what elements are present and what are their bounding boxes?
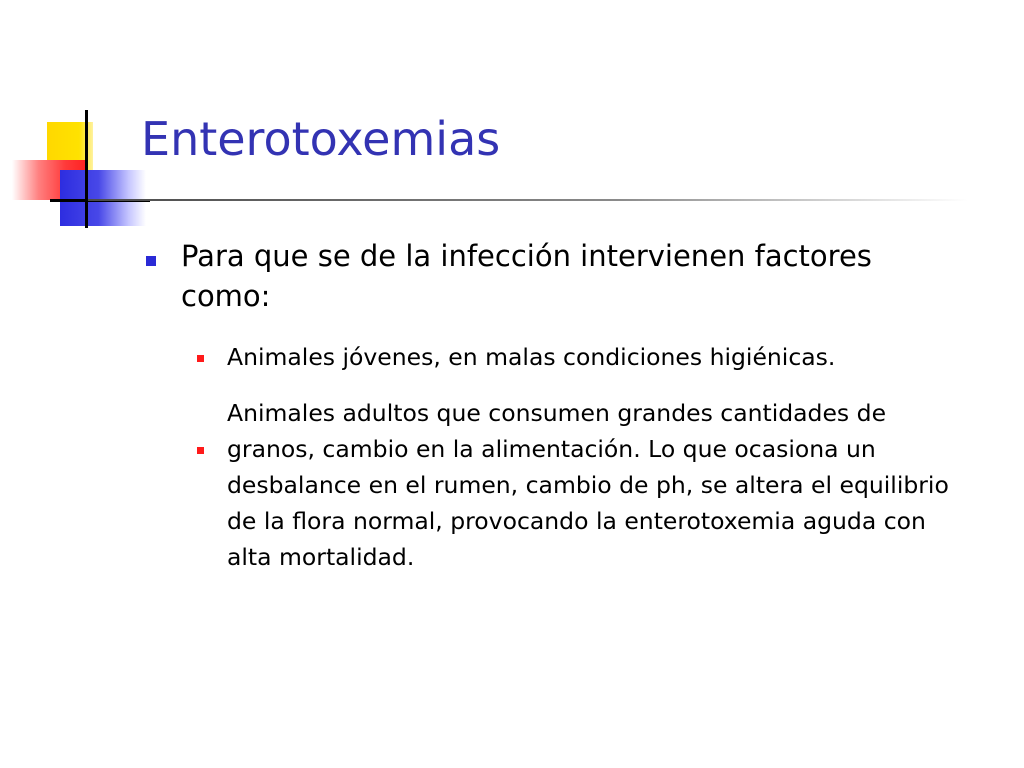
bullet-level1-text: Para que se de la infección intervienen factores como: [181,239,872,313]
corner-decoration-icon [0,100,150,240]
sub-bullet-list [227,339,967,575]
sub-bullet-item: Animales adultos que consumen grandes cantidades de granos, cambio en la alimentación. Lo que ocasiona un desbalance en el rumen, cambio de ph, se altera el equilibrio de la flora normal, provocando la enterotoxemia aguda con alta mortalidad. [227,399,949,571]
title-underline [88,199,968,201]
blue-bar [60,170,146,226]
bullet-red-square-icon [197,355,204,362]
bullet-red-square-icon [197,447,204,454]
slide-title: Enterotoxemias [141,112,501,166]
bullet-blue-square-icon [146,256,156,266]
vertical-crosshair-line [85,110,88,228]
sub-bullet-item: Animales jóvenes, en malas condiciones higiénicas. [227,343,836,371]
